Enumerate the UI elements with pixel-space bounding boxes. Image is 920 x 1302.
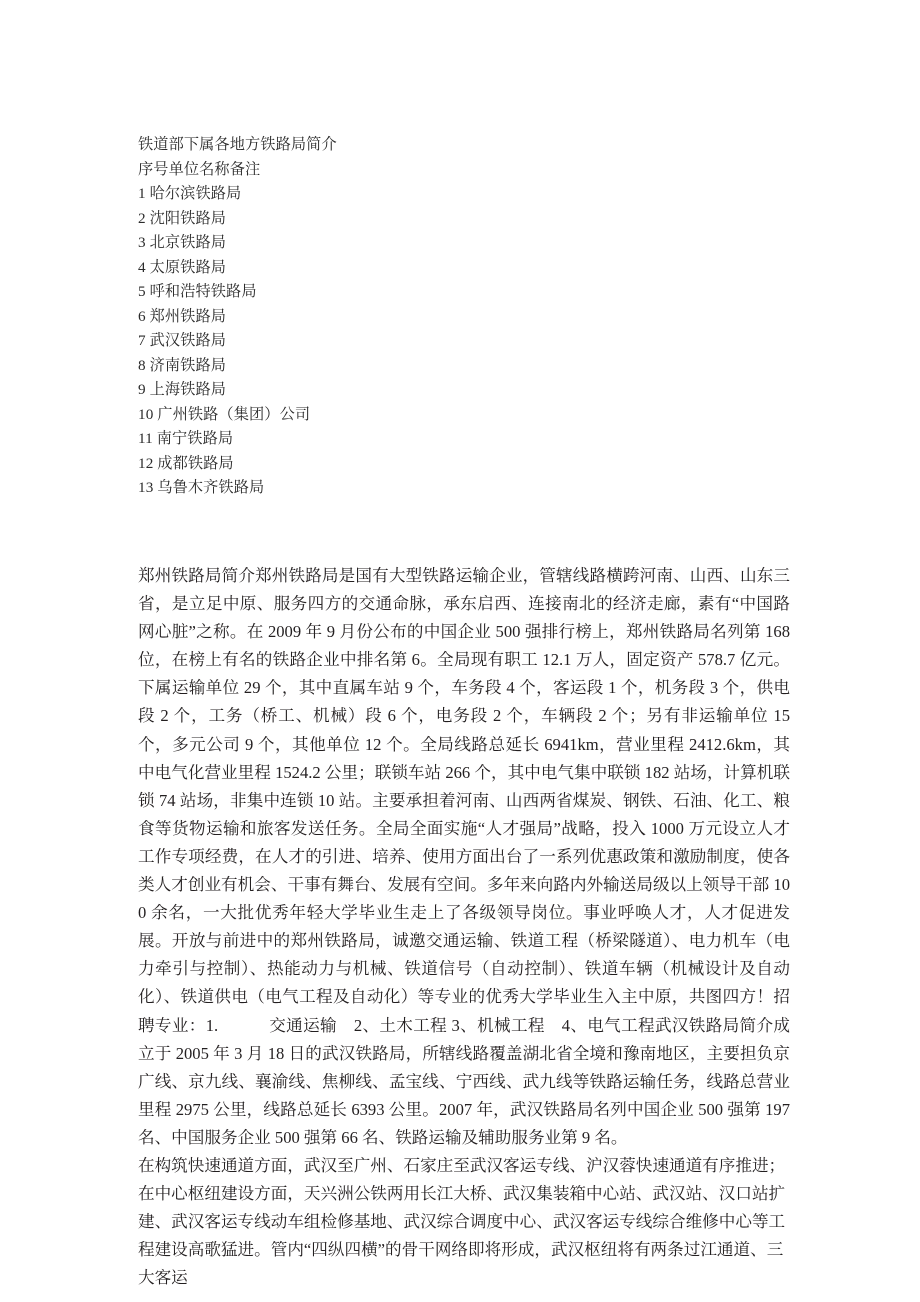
list-item: 6 郑州铁路局 — [138, 307, 227, 325]
railway-bureau-list — [138, 133, 798, 501]
list-item: 13 乌鲁木齐铁路局 — [138, 479, 265, 496]
list-item: 10 广州铁路（集团）公司 — [138, 405, 311, 423]
list-item: 2 沈阳铁路局 — [138, 209, 227, 227]
list-item: 1 哈尔滨铁路局 — [138, 185, 242, 202]
paragraph-zhengzhou-wuhan: 郑州铁路局简介郑州铁路局是国有大型铁路运输企业，管辖线路横跨河南、山西、山东三省，是立足中原、服务四方的交通命脉，承东启西、连接南北的经济走廊，素有“中国路网心脏”之称。在 2009 年 9 月份公布的中国企业 500 强排行榜上，郑州铁路局名列第 168 位，在榜上有名的铁路企业中排名第 6。全局现有职工 12.1 万人，固定资产 578.7 亿元。下属运输单位 29 个，其中直属车站 9 个，车务段 4 个，客运段 1 个，机务段 3 个，供电段 2 个，工务（桥工、机械）段 6 个，电务段 2 个，车辆段 2 个；另有非运输单位 15 个，多元公司 9 个，其他单位 12 个。全局线路总延长 6941km，营业里程 2412.6km，其中电气化营业里程 1524.2 公里；联锁车站 266 个，其中电气集中联锁 182 站场，计算机联锁 74 站场，非集中连锁 10 站。主要承担着河南、山西两省煤炭、钢铁、石油、化工、粮食等货物运输和旅客发送任务。全局全面实施“人才强局”战略，投入 1000 万元设立人才工作专项经费，在人才的引进、培养、使用方面出台了一系列优惠政策和激励制度，使各类人才创业有机会、干事有舞台、发展有空间。多年来向路内外输送局级以上领导干部 100 余名，一大批优秀年轻大学毕业生走上了各级领导岗位。事业呼唤人才，人才促进发展。开放与前进中的郑州铁路局，诚邀交通运输、铁道工程（桥梁隧道）、电力机车（电力牵引与控制）、热能动力与机械、铁道信号（自动控制）、铁道车辆（机械设计及自动化）、铁道供电（电气工程及自动化）等专业的优秀大学毕业生入主中原，共图四方！招聘专业：1. 交通运输 2、土木工程 3、机械工程 4、电气工程武汉铁路局简介成立于 2005 年 3 月 18 日的武汉铁路局，所辖线路覆盖湖北省全境和豫南地区，主要担负京广线、京九线、襄渝线、焦柳线、孟宝线、宁西线、武九线等铁路运输任务，线路总营业里程 2975 公里，线路总延长 6393 公里。2007 年，武汉铁路局名列中国企业 500 强第 197 名、中国服务企业 500 强第 66 名、铁路运输及辅助服务业第 9 名。 — [138, 566, 790, 1147]
list-item: 4 太原铁路局 — [138, 258, 227, 276]
document-heading: 铁道部下属各地方铁路局简介 — [138, 136, 337, 153]
list-item: 11 南宁铁路局 — [138, 430, 234, 447]
list-item: 5 呼和浩特铁路局 — [138, 283, 257, 300]
list-item: 8 济南铁路局 — [138, 356, 227, 374]
list-item: 3 北京铁路局 — [138, 234, 227, 251]
paragraph-wuhan-corridor: 在构筑快速通道方面，武汉至广州、石家庄至武汉客运专线、沪汉蓉快速通道有序推进；在中心枢纽建设方面，天兴洲公铁两用长江大桥、武汉集装箱中心站、武汉站、汉口站扩建、武汉客运专线动车组检修基地、武汉综合调度中心、武汉客运专线综合维修中心等工程建设高歌猛进。管内“四纵四横”的骨干网络即将形成，武汉枢纽将有两条过江通道、三大客运 — [138, 1155, 786, 1288]
list-item: 9 上海铁路局 — [138, 381, 227, 398]
list-item: 7 武汉铁路局 — [138, 332, 227, 349]
list-item: 12 成都铁路局 — [138, 454, 234, 472]
body-text-block — [138, 562, 790, 1292]
list-column-header: 序号单位名称备注 — [138, 160, 261, 178]
